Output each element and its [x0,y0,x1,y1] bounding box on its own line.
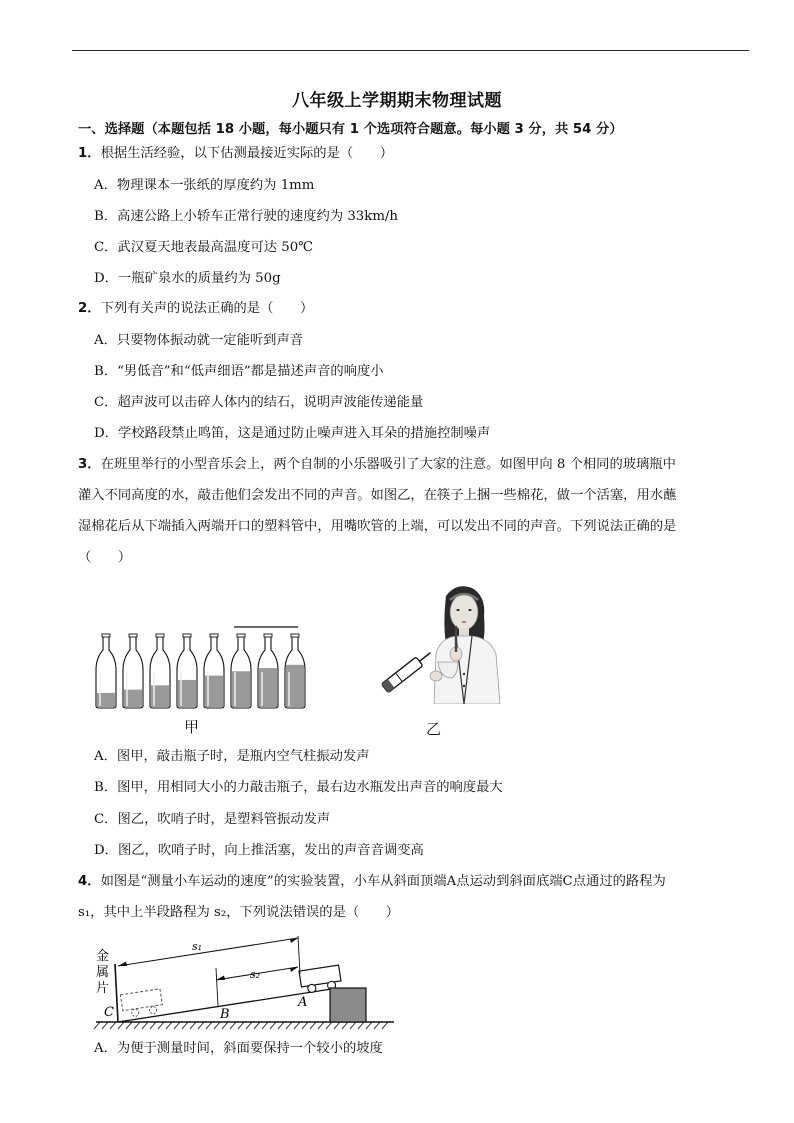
label-metal-1: 金 [96,949,110,964]
question-1-option-b: B．高速公路上小轿车正常行驶的速度约为 33km/h [94,209,398,224]
question-2-option-c: C．超声波可以击碎人体内的结石，说明声波能传递能量 [94,395,424,410]
glass-bottle-icon [177,634,197,708]
question-1-option-c: C．武汉夏天地表最高温度可达 50℃ [94,240,314,255]
question-4-stem [78,873,666,891]
glass-bottle-icon [150,634,170,708]
question-text: 根据生活经验，以下估测最接近实际的是（ ） [100,146,394,161]
question-number: 3． [78,457,101,472]
question-text: 如图是“测量小车运动的速度”的实验装置，小车从斜面顶端A点运动到斜面底端C点通过的路程为 [100,874,666,889]
figure-caption-jia: 甲 [184,718,200,736]
question-number: 1． [78,146,101,161]
label-point-c: C [104,1005,114,1020]
question-number: 2． [78,301,101,316]
question-4-stem-line-2: s₁，其中上半段路程为 s₂，下列说法错误的是（ ） [78,905,400,920]
glass-bottle-icon [258,634,278,708]
label-metal-2: 属 [96,965,110,980]
question-2-option-b: B．“男低音”和“低声细语”都是描述声音的响度小 [94,364,384,379]
question-3-stem-line-4: （ ） [78,550,132,565]
incline-cart-figure [88,930,418,1034]
label-point-a: A [298,995,308,1010]
question-4-option-a: A．为便于测量时间，斜面要保持一个较小的坡度 [94,1041,383,1056]
glass-bottle-icon [96,634,116,708]
question-2-option-a: A．只要物体振动就一定能听到声音 [94,333,304,348]
face-shape [450,594,478,630]
whistle-girl-figure [376,582,508,704]
question-3-option-a: A．图甲，敲击瓶子时，是瓶内空气柱振动发声 [94,749,370,764]
question-3-option-d: D．图乙，吹哨子时，向上推活塞，发出的声音音调变高 [94,843,424,858]
label-point-b: B [220,1007,230,1022]
question-3-stem-line-2: 灌入不同高度的水，敲击他们会发出不同的声音。如图乙，在筷子上捆一些棉花，做一个活塞，用水蘸 [78,488,677,503]
question-1-stem [78,145,393,163]
page-title: 八年级上学期期末物理试题 [292,91,502,111]
question-3-stem-line-3: 湿棉花后从下端插入两端开口的塑料管中，用嘴吹管的上端，可以发出不同的声音。下列说法正确的是 [78,519,677,534]
glass-bottle-icon [231,634,251,708]
glass-bottle-icon [285,634,305,708]
question-text: 下列有关声的说法正确的是（ ） [100,301,314,316]
glass-bottle-icon [204,634,224,708]
question-2-option-d: D．学校路段禁止鸣笛，这是通过防止噪声进入耳朵的措施控制噪声 [94,426,491,441]
glass-bottle-icon [123,634,143,708]
slide-whistle-icon [381,648,433,692]
question-text: 在班里举行的小型音乐会上，两个自制的小乐器吸引了大家的注意。如图甲向 8 个相同的玻璃瓶中 [100,457,676,472]
question-2-stem [78,300,313,318]
question-3-option-b: B．图甲，用相同大小的力敲击瓶子，最右边水瓶发出声音的响度最大 [94,780,503,795]
question-3-stem [78,456,676,474]
bottles-figure [88,620,318,715]
question-1-option-d: D．一瓶矿泉水的质量约为 50g [94,271,281,286]
ground-hatching [94,1022,388,1029]
figure-caption-yi: 乙 [426,720,442,738]
question-1-option-a: A．物理课本一张纸的厚度约为 1mm [94,178,315,193]
metal-plate [115,964,118,1022]
cart-bottom-dashed [120,989,163,1018]
header-rule [72,50,749,51]
label-s2: s₂ [250,968,261,981]
question-number: 4． [78,874,101,889]
question-3-option-c: C．图乙，吹哨子时，是塑料管振动发声 [94,812,331,827]
label-s1: s₁ [192,940,203,953]
label-metal-3: 片 [96,981,110,996]
section-heading: 一、选择题（本题包括 18 小题，每小题只有 1 个选项符合题意。每小题 3 分，共 54 分） [78,122,623,137]
support-block [330,988,366,1022]
